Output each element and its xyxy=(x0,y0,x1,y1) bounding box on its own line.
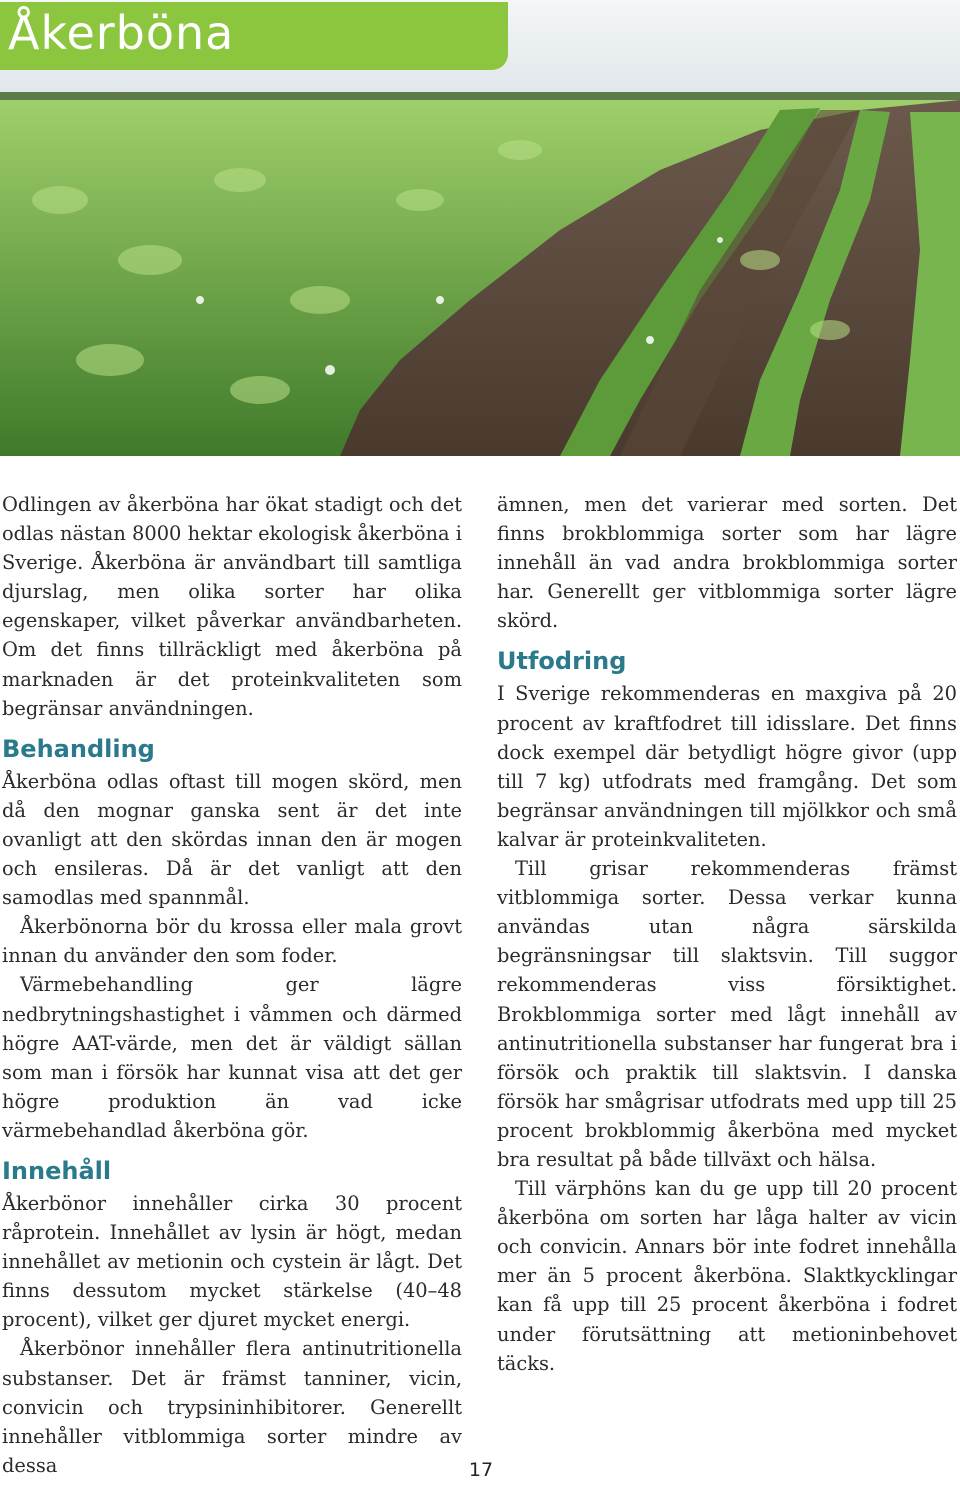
continuation-paragraph: ämnen, men det varierar med sorten. Det finns brokblommiga sorter som har lägre innehåll än vad andra brokblommiga sorter har. Generellt ger vitblommiga sorter lägre skörd. xyxy=(497,493,957,633)
behandling-paragraph-2: Åkerbönorna bör du krossa eller mala grovt innan du använder den som foder. xyxy=(2,915,462,968)
right-column xyxy=(497,490,957,1378)
section-heading-behandling: Behandling xyxy=(2,734,155,763)
page-number: 17 xyxy=(468,1459,494,1481)
behandling-paragraph-1: Åkerböna odlas oftast till mogen skörd, men då den mognar ganska sent är det inte ovanligt att den skördas innan den är mogen och ensileras. Då är det vanligt att den samodlas med spannmål. xyxy=(2,769,462,910)
section-heading-innehall: Innehåll xyxy=(2,1156,112,1185)
behandling-paragraph-3: Värmebehandling ger lägre nedbrytningshastighet i våmmen och därmed högre AAT-värde, men det är väldigt sällan som man i försök har kunnat visa att det ger högre produktion än vad icke värmebehandlad åkerböna gör. xyxy=(2,973,462,1142)
intro-paragraph: Odlingen av åkerböna har ökat stadigt och det odlas nästan 8000 hektar ekologisk åkerböna i Sverige. Åkerböna är användbart till samtliga djurslag, men olika sorter har olika egenskaper, vilket påverkar användbarheten. Om det finns tillräckligt med åkerböna på marknaden är det proteinkvaliteten som begränsar användningen. xyxy=(2,493,462,720)
innehall-paragraph-2: Åkerbönor innehåller flera antinutritionella substanser. Det är främst tanniner, vicin, convicin och trypsininhibitorer. Generellt innehåller vitblommiga sorter mindre av dessa xyxy=(2,1337,462,1477)
innehall-paragraph-1: Åkerbönor innehåller cirka 30 procent råprotein. Innehållet av lysin är högt, medan innehållet av metionin och cystein är lågt. Det finns dessutom mycket stärkelse (40–48 procent), vilket ger djuret mycket energi. xyxy=(2,1191,462,1332)
utfodring-paragraph-3: Till värphöns kan du ge upp till 20 procent åkerböna om sorten har låga halter av vicin och convicin. Annars bör inte fodret innehålla mer än 5 procent åkerböna. Slaktkycklingar kan få upp till 25 procent åkerböna i fodret under förutsättning att metioninbehovet täcks. xyxy=(497,1177,957,1375)
section-heading-utfodring: Utfodring xyxy=(497,647,627,676)
utfodring-paragraph-2: Till grisar rekommenderas främst vitblommiga sorter. Dessa verkar kunna användas utan några särskilda begränsningsar till slaktsvin. Till suggor rekommenderas viss försiktighet. Brokblommiga sorter med lågt innehåll av antinutritionella substanser har fungerat bra i försök och praktik till slaktsvin. I danska försök har smågrisar utfodrats med upp till 25 procent brokblommig åkerböna med mycket bra resultat på både tillväxt och hälsa. xyxy=(497,857,957,1171)
title-banner xyxy=(0,2,508,70)
left-column xyxy=(2,490,462,1480)
utfodring-paragraph-1: I Sverige rekommenderas en maxgiva på 20 procent av kraftfodret till idisslare. Det finns dock exempel där betydligt högre givor (upp till 7 kg) utfodrats med framgång. Det som begränsar användningen till mjölkkor och små kalvar är proteinkvaliteten. xyxy=(497,682,957,851)
page-title: Åkerböna xyxy=(8,6,235,60)
